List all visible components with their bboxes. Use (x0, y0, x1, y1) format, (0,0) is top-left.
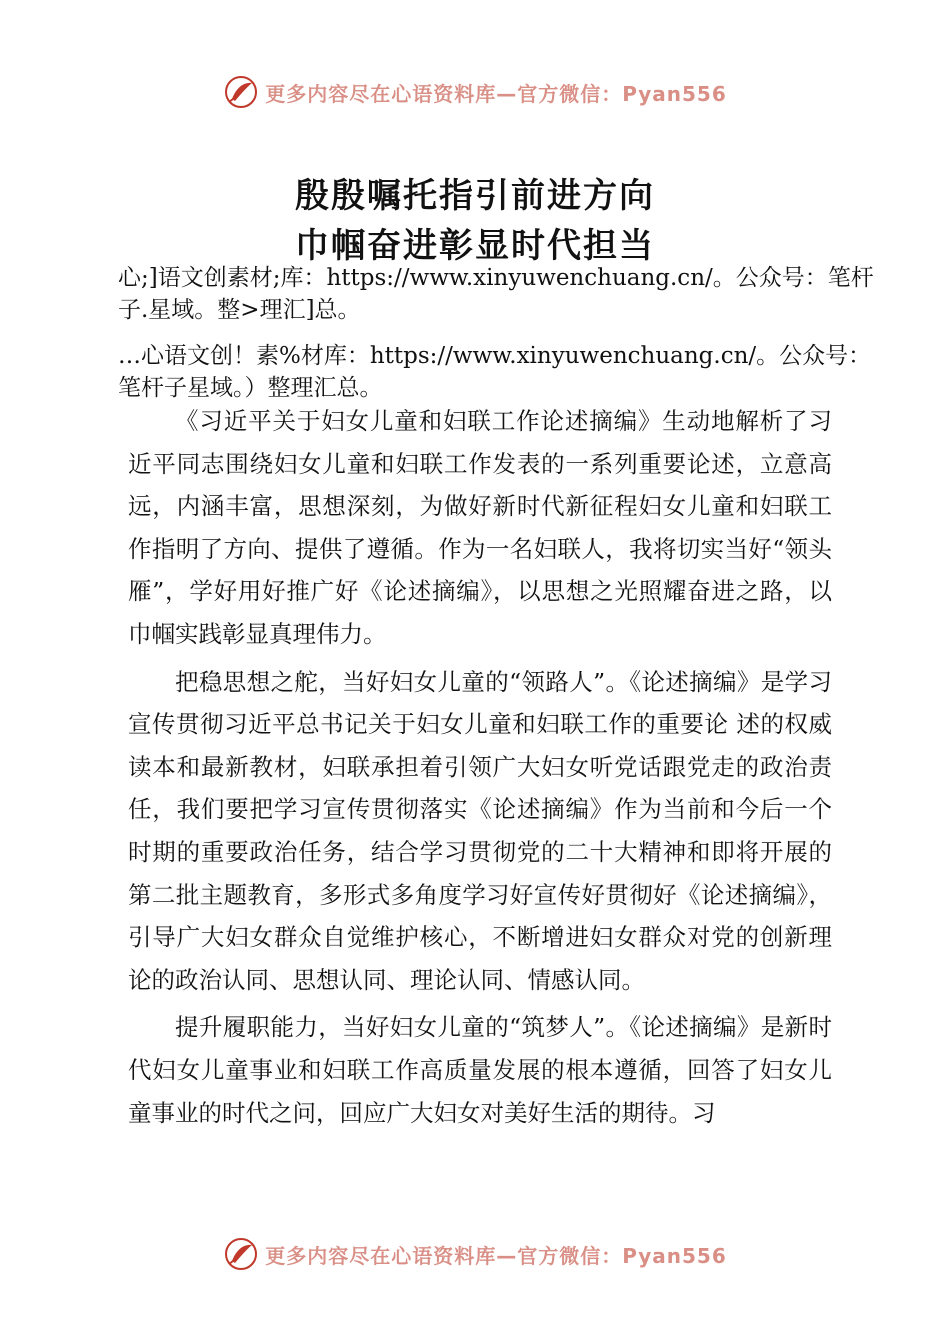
document-title-line-1: 殷殷嘱托指引前进方向 (295, 176, 655, 216)
pen-logo-icon (223, 1236, 259, 1272)
document-body (128, 400, 832, 1139)
source-note-1: 心;]语文创素材;库：https://www.xinyuwenchuang.cn/。公众号：笔杆子.星域。整>理汇]总。 (118, 265, 874, 323)
pen-logo-icon (223, 74, 259, 110)
header-banner (0, 70, 950, 114)
paragraph-2: 把稳思想之舵，当好妇女儿童的“领路人”。《论述摘编》是学习宣传贯彻习近平总书记关于妇女儿童和妇联工作的重要论 述的权威读本和最新教材，妇联承担着引领广大妇女听党话跟党走的政治责任，我们要把学习宣传贯彻落实《论述摘编》作为当前和今后一个时期的重要政治任务，结合学习贯彻党的二十大精神和即将开展的第二批主题教育，多形式多角度学习好宣传好贯彻好《论述摘编》，引导广大妇女群众自觉维护核心，不断增进妇女群众对党的创新理论的政治认同、思想认同、理论认同、情感认同。 (128, 667, 832, 994)
paragraph-3: 提升履职能力，当好妇女儿童的“筑梦人”。《论述摘编》是新时代妇女儿童事业和妇联工作高质量发展的根本遵循，回答了妇女儿童事业的时代之问，回应广大妇女对美好生活的期待。习 (128, 1013, 832, 1127)
document-title-line-2: 巾帼奋进彰显时代担当 (295, 226, 655, 266)
source-note-2: …心语文创！素%材库：https://www.xinyuwenchuang.cn/。公众号：笔杆子星域。）整理汇总。 (118, 343, 872, 401)
footer-banner (0, 1232, 950, 1276)
paragraph-1: 《习近平关于妇女儿童和妇联工作论述摘编》生动地解析了习近平同志围绕妇女儿童和妇联工作发表的一系列重要论述，立意高远，内涵丰富，思想深刻，为做好新时代新征程妇女儿童和妇联工作指明了方向、提供了遵循。作为一名妇联人，我将切实当好“领头雁”，学好用好推广好《论述摘编》，以思想之光照耀奋进之路，以巾帼实践彰显真理伟力。 (128, 407, 832, 648)
footer-banner-text: 更多内容尽在心语资料库—官方微信：Pyan556 (265, 1243, 727, 1268)
header-banner-text: 更多内容尽在心语资料库—官方微信：Pyan556 (265, 81, 727, 106)
